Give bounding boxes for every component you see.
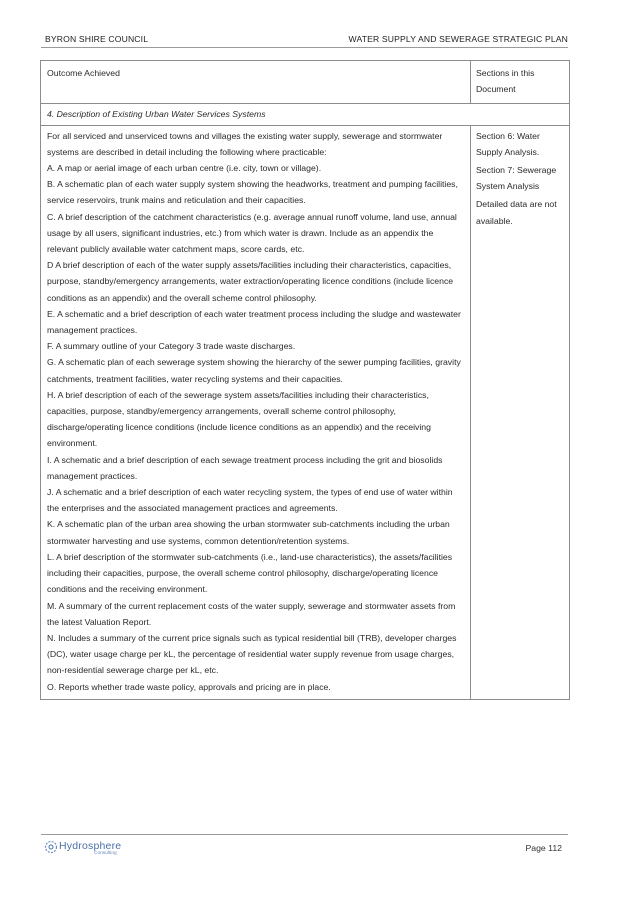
logo-subtitle: Consulting xyxy=(94,851,117,856)
col-header-sections: Sections in this Document xyxy=(471,61,570,104)
header-organisation: BYRON SHIRE COUNCIL xyxy=(45,34,149,44)
footer-divider xyxy=(41,834,568,835)
page-header xyxy=(41,34,568,48)
header-document-title: WATER SUPPLY AND SEWERAGE STRATEGIC PLAN xyxy=(348,34,568,44)
header-divider xyxy=(41,47,568,48)
list-item: F. A summary outline of your Category 3 trade waste discharges. xyxy=(47,341,296,352)
list-item: C. A brief description of the catchment characteristics (e.g. average annual runoff volume, land use, annual usage by all users, significant industries, etc.) from which water is drawn. Include as an appendix the relevant publicly available water catchment maps, score cards, etc. xyxy=(47,211,457,255)
list-item: M. A summary of the current replacement costs of the water supply, sewerage and stormwater assets from the latest Valuation Report. xyxy=(47,600,456,627)
list-item: O. Reports whether trade waste policy, approvals and pricing are in place. xyxy=(47,681,331,692)
list-item: J. A schematic and a brief description of each water recycling system, the types of end use of water within the enterprises and the associated management practices and agreements. xyxy=(47,487,453,514)
list-item: H. A brief description of each of the sewerage system assets/facilities including their characteristics, capacities, purpose, standby/emergency arrangements, overall scheme control philosophy, discharge/operating licence conditions (include licence conditions as an appendix) and the receiving environment. xyxy=(47,389,431,449)
table-body-row xyxy=(41,125,570,699)
page-number: Page 112 xyxy=(525,843,562,853)
list-item: L. A brief description of the stormwater sub-catchments (i.e., land-use characteristics), the assets/facilities including their capacities, purpose, the overall scheme control philosophy, discharge/operating licence conditions and the receiving environment. xyxy=(47,551,453,595)
outcomes-table xyxy=(40,60,570,700)
sections-cell xyxy=(471,125,570,699)
list-item: G. A schematic plan of each sewerage system showing the hierarchy of the sewer pumping facilities, gravity catchments, treatment facilities, water recycling systems and their capacities. xyxy=(47,357,461,384)
logo-wordmark: Hydrosphere xyxy=(59,840,122,852)
list-item: D A brief description of each of the water supply assets/facilities including their characteristics, capacities, purpose, standby/emergency arrangements, water extraction/operating licence conditions (include licence conditions as an appendix) and the overall scheme control philosophy. xyxy=(47,260,454,303)
list-item: B. A schematic plan of each water supply system showing the headworks, treatment and pumping facilities, service reservoirs, trunk mains and reticulation and their capacities. xyxy=(47,179,458,206)
section-reference: Section 6: Water Supply Analysis. xyxy=(476,130,540,157)
hydrosphere-logo-icon xyxy=(44,840,58,854)
list-item: N. Includes a summary of the current price signals such as typical residential bill (TRB), developer charges (DC), water usage charge per kL, the percentage of residential water supply revenue from usage charges, non-residential sewerage charge per kL, etc. xyxy=(47,632,457,676)
list-item: For all serviced and unserviced towns and villages the existing water supply, sewerage and stormwater systems are described in detail including the following where practicable: xyxy=(47,130,443,157)
list-item: A. A map or aerial image of each urban centre (i.e. city, town or village). xyxy=(47,163,322,174)
section-reference: Section 7: Sewerage System Analysis xyxy=(476,165,557,192)
col-header-outcome: Outcome Achieved xyxy=(41,61,471,104)
list-item: E. A schematic and a brief description of each water treatment process including the sludge and wastewater management practices. xyxy=(47,308,461,336)
section-title: 4. Description of Existing Urban Water Services Systems xyxy=(41,104,570,125)
section-title-row xyxy=(41,104,570,125)
section-note: Detailed data are not available. xyxy=(476,199,557,226)
list-item: I. A schematic and a brief description of each sewage treatment process including the grit and biosolids management practices. xyxy=(47,454,443,481)
list-item: K. A schematic plan of the urban area showing the urban stormwater sub-catchments including the urban stormwater harvesting and use systems, common detention/retention systems. xyxy=(47,519,450,546)
outcome-cell xyxy=(41,125,471,699)
hydrosphere-logo xyxy=(44,839,154,859)
table-header-row xyxy=(41,61,570,104)
